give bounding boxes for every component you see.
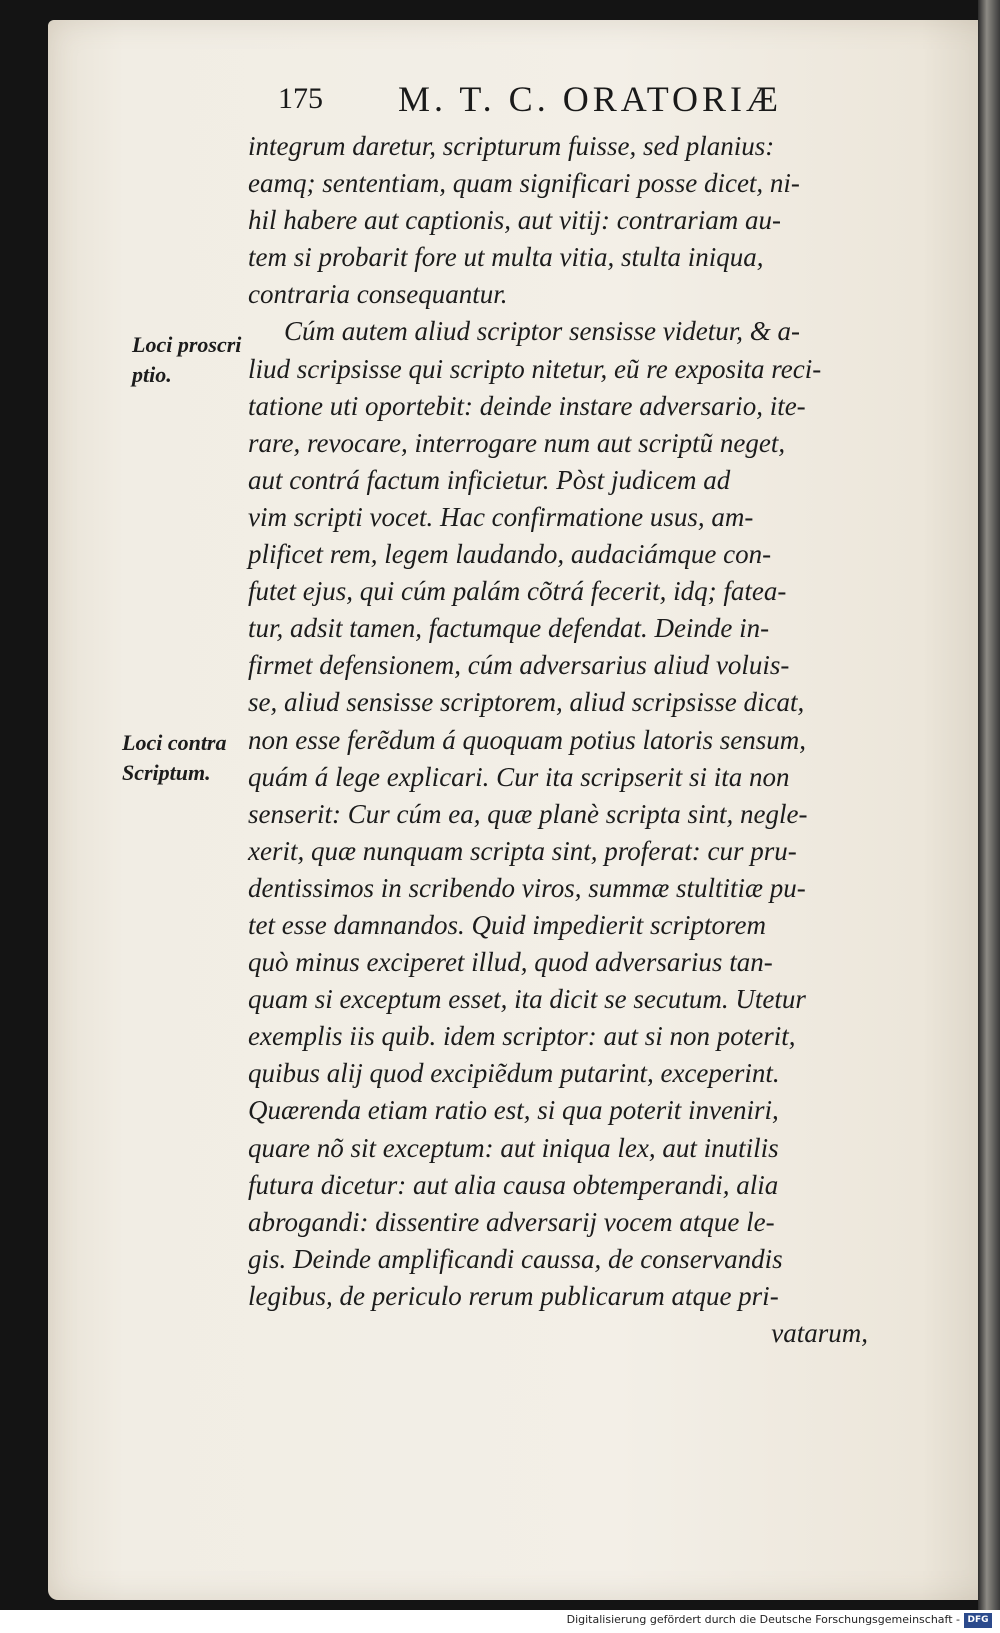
text-line: rare, revocare, interrogare num aut scriptũ neget, (248, 427, 786, 458)
book-edge (978, 0, 1000, 1610)
text-line: eamq; sententiam, quam significari posse dicet, ni- (248, 168, 800, 199)
marginal-note (132, 330, 241, 390)
text-line: Quærenda etiam ratio est, si qua poterit inveniri, (248, 1095, 779, 1126)
text-line: xerit, quæ nunquam scripta sint, proferat: cur pru- (248, 835, 797, 866)
text-line: tatione uti oportebit: deinde instare adversario, ite- (248, 390, 806, 421)
page-number: 175 (278, 82, 323, 115)
marginal-note-line: Loci contra (122, 730, 227, 755)
text-line: contraria consequantur. (248, 279, 508, 310)
text-line: plificet rem, legem laudando, audaciámque con- (248, 539, 772, 570)
text-line: aut contrá factum inficietur. Pòst judicem ad (248, 464, 731, 495)
text-line: vatarum, (771, 1318, 868, 1348)
text-line: senserit: Cur cúm ea, quæ planè scripta sint, negle- (248, 798, 808, 829)
running-head (278, 74, 898, 124)
text-line: quare nõ sit exceptum: aut iniqua lex, aut inutilis (248, 1132, 779, 1163)
text-line: vim scripti vocet. Hac confirmatione usus, am- (248, 501, 754, 532)
digitization-footer (0, 1610, 1000, 1633)
running-title: M. T. C. ORATORIÆ (398, 79, 783, 119)
text-line: tur, adsit tamen, factumque defendat. Deinde in- (248, 613, 770, 644)
marginal-note (122, 728, 227, 788)
text-line: firmet defensionem, cúm adversarius aliud voluis- (248, 650, 790, 681)
text-line: gis. Deinde amplificandi caussa, de conservandis (248, 1243, 783, 1274)
text-line: non esse ferẽdum á quoquam potius latoris sensum, (248, 724, 806, 755)
text-line: exemplis iis quib. idem scriptor: aut si non poterit, (248, 1021, 796, 1052)
text-line: tem si probarit fore ut multa vitia, stulta iniqua, (248, 242, 764, 273)
text-line: legibus, de periculo rerum publicarum atque pri- (248, 1280, 779, 1311)
text-line: quám á lege explicari. Cur ita scripserit si ita non (248, 761, 790, 792)
body-text (248, 128, 908, 1352)
text-line: futet ejus, qui cúm palám cõtrá fecerit, idq; fatea- (248, 576, 787, 607)
text-line: futura dicetur: aut alia causa obtemperandi, alia (248, 1169, 779, 1200)
dfg-logo: DFG (964, 1613, 992, 1628)
marginal-note-line: Scriptum. (122, 760, 211, 785)
text-line: dentissimos in scribendo viros, summæ stultitiæ pu- (248, 872, 806, 903)
text-line: integrum daretur, scripturum fuisse, sed planius: (248, 131, 775, 161)
footer-credit: Digitalisierung gefördert durch die Deutsche Forschungsgemeinschaft - (566, 1613, 960, 1626)
text-line: quam si exceptum esset, ita dicit se secutum. Utetur (248, 984, 806, 1015)
text-line: se, aliud sensisse scriptorem, aliud scripsisse dicat, (248, 687, 805, 718)
text-line: Cúm autem aliud scriptor sensisse videtur, & a- (284, 316, 800, 347)
text-line: abrogandi: dissentire adversarij vocem atque le- (248, 1206, 775, 1237)
marginal-note-line: ptio. (132, 362, 172, 387)
text-line: quibus alij quod excipiẽdum putarint, exceperint. (248, 1058, 780, 1089)
marginal-note-line: Loci proscri (132, 332, 242, 357)
text-line: liud scripsisse qui scripto nitetur, eũ re exposita reci- (248, 353, 822, 384)
text-line: hil habere aut captionis, aut vitij: contrariam au- (248, 205, 781, 236)
text-line: quò minus exciperet illud, quod adversarius tan- (248, 947, 773, 978)
text-line: tet esse damnandos. Quid impedierit scriptorem (248, 909, 766, 940)
